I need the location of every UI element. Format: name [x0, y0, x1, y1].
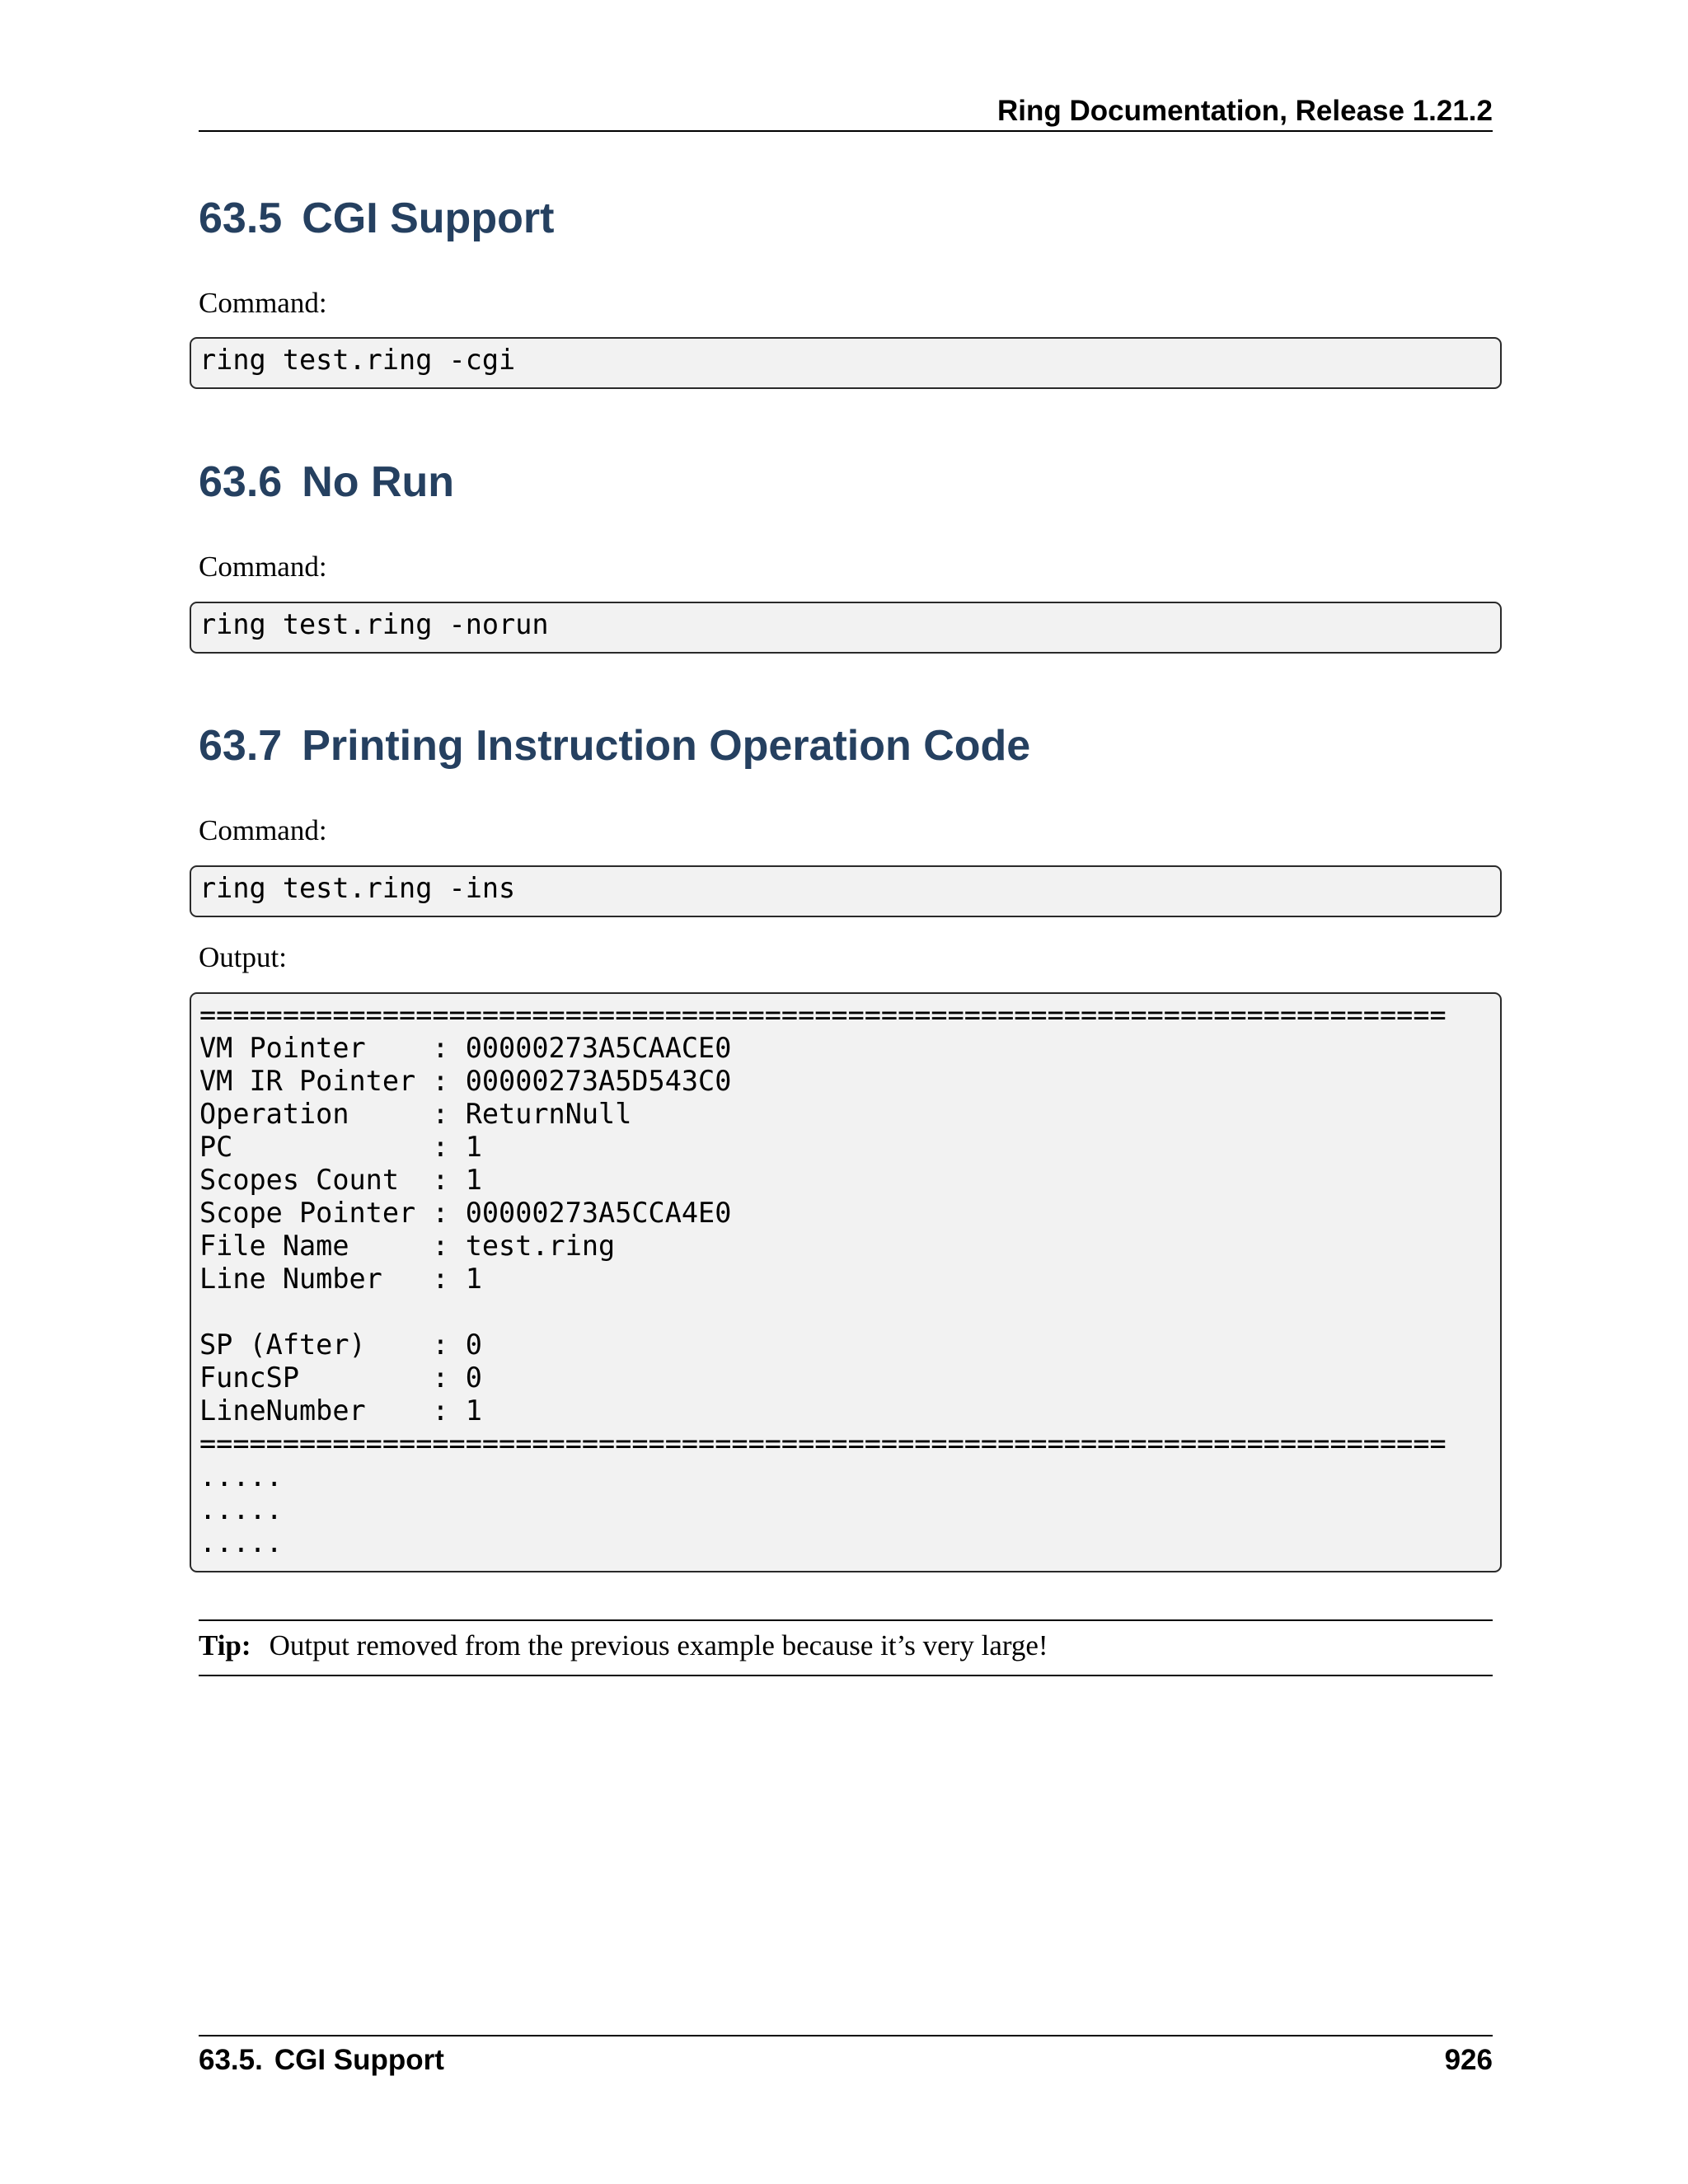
output-line: Line Number : 1: [199, 1263, 482, 1295]
section-title: Printing Instruction Operation Code: [302, 722, 1031, 770]
tip-label: Tip:: [199, 1629, 251, 1661]
output-line: Scope Pointer : 00000273A5CCA4E0: [199, 1197, 732, 1229]
code-block-norun-command: [190, 602, 1502, 654]
output-line: LineNumber : 1: [199, 1394, 482, 1427]
output-line: SP (After) : 0: [199, 1329, 482, 1361]
output-line: Operation : ReturnNull: [199, 1098, 632, 1130]
code-block-ins-command: [190, 865, 1502, 917]
code-line: ring test.ring -cgi: [199, 344, 516, 376]
output-line: [199, 1296, 1492, 1329]
output-label: Output:: [199, 941, 287, 973]
running-header: [199, 92, 1493, 132]
section-heading-cgi-support: [199, 192, 554, 245]
output-line: FuncSP : 0: [199, 1361, 482, 1394]
output-line: File Name : test.ring: [199, 1230, 616, 1262]
output-line: .....: [199, 1493, 283, 1526]
code-line: ring test.ring -norun: [199, 608, 549, 640]
output-line: .....: [199, 1526, 283, 1558]
output-line: PC : 1: [199, 1131, 482, 1163]
section-number: 63.5: [199, 194, 283, 242]
command-label: Command:: [199, 814, 327, 846]
footer-section-title: CGI Support: [274, 2044, 444, 2076]
section-title: CGI Support: [302, 194, 555, 242]
code-block-ins-output: [190, 992, 1502, 1572]
section-number: 63.6: [199, 458, 283, 506]
section-heading-printing-instruction-operation-code: [199, 719, 1030, 772]
tip-admonition: [199, 1619, 1493, 1676]
footer-page-number: 926: [1444, 2044, 1493, 2076]
output-line: VM IR Pointer : 00000273A5D543C0: [199, 1065, 732, 1097]
command-label: Command:: [199, 551, 327, 583]
section-heading-no-run: [199, 456, 454, 509]
footer-section: [199, 2036, 444, 2084]
output-line: ===========================================================================: [199, 999, 1447, 1031]
footer-section-number: 63.5.: [199, 2044, 263, 2076]
output-line: .....: [199, 1460, 283, 1493]
command-label: Command:: [199, 287, 327, 319]
tip-text: Output removed from the previous example because it’s very large!: [269, 1629, 1048, 1661]
output-line: Scopes Count : 1: [199, 1164, 482, 1196]
page-footer: [199, 2035, 1493, 2084]
code-line: ring test.ring -ins: [199, 872, 516, 904]
output-line: VM Pointer : 00000273A5CAACE0: [199, 1032, 732, 1064]
output-line: ===========================================================================: [199, 1427, 1447, 1460]
section-number: 63.7: [199, 722, 283, 770]
running-header-title: Ring Documentation, Release 1.21.2: [996, 95, 1493, 127]
section-title: No Run: [302, 458, 455, 506]
code-block-cgi-command: [190, 337, 1502, 389]
